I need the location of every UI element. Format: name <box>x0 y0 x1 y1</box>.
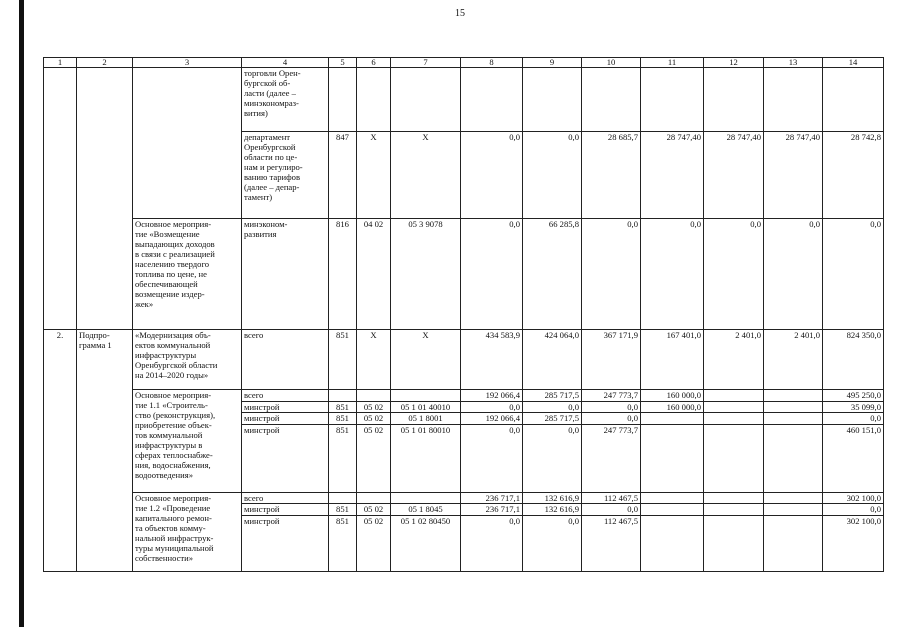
measure-cell: Основное мероприя- тие 1.2 «Проведение капитального ремон- та объектов комму- нальной инфраструк- туры муниципальной собственности» <box>133 492 242 571</box>
value-cell <box>641 68 704 132</box>
header-cell: 10 <box>582 58 641 68</box>
value-cell: 160 000,0 <box>641 390 704 402</box>
value-cell: 28 685,7 <box>582 132 641 219</box>
value-cell: 192 066,4 <box>461 413 523 425</box>
value-cell <box>704 515 764 571</box>
value-cell <box>641 413 704 425</box>
value-cell <box>704 68 764 132</box>
grbs-cell <box>329 492 357 504</box>
value-cell <box>704 413 764 425</box>
value-cell: 247 773,7 <box>582 424 641 492</box>
scan-edge-bar <box>19 0 24 627</box>
csr-cell: Х <box>391 330 461 390</box>
value-cell <box>641 504 704 516</box>
measure-cell: Основное мероприя- тие «Возмещение выпадающих доходов в связи с реализацией населению твердого топлива по цене, не обеспечивающей возмещение издер- жек» <box>133 219 242 330</box>
csr-cell: 05 3 9078 <box>391 219 461 330</box>
value-cell: 192 066,4 <box>461 390 523 402</box>
value-cell: 2 401,0 <box>764 330 823 390</box>
value-cell: 0,0 <box>461 132 523 219</box>
num-cell <box>44 68 77 330</box>
value-cell: 824 350,0 <box>823 330 884 390</box>
executor-cell: минстрой <box>242 401 329 413</box>
value-cell <box>704 492 764 504</box>
value-cell: 0,0 <box>523 132 582 219</box>
executor-cell: минстрой <box>242 424 329 492</box>
csr-cell: 05 1 01 80010 <box>391 424 461 492</box>
header-cell: 13 <box>764 58 823 68</box>
rzpr-cell: 05 02 <box>357 413 391 425</box>
value-cell: 0,0 <box>461 401 523 413</box>
csr-cell <box>391 68 461 132</box>
value-cell <box>641 492 704 504</box>
program-cell: Подпро- грамма 1 <box>77 330 133 572</box>
executor-cell: всего <box>242 492 329 504</box>
value-cell: 132 616,9 <box>523 504 582 516</box>
value-cell: 0,0 <box>823 504 884 516</box>
value-cell: 66 285,8 <box>523 219 582 330</box>
rzpr-cell: 05 02 <box>357 424 391 492</box>
executor-cell: минэконом- развития <box>242 219 329 330</box>
value-cell: 28 747,40 <box>764 132 823 219</box>
value-cell: 236 717,1 <box>461 492 523 504</box>
grbs-cell: 851 <box>329 424 357 492</box>
value-cell <box>523 68 582 132</box>
grbs-cell: 816 <box>329 219 357 330</box>
header-cell: 2 <box>77 58 133 68</box>
value-cell <box>764 390 823 402</box>
header-cell: 7 <box>391 58 461 68</box>
value-cell: 112 467,5 <box>582 492 641 504</box>
rzpr-cell: 05 02 <box>357 515 391 571</box>
grbs-cell <box>329 68 357 132</box>
csr-cell: 05 1 8001 <box>391 413 461 425</box>
value-cell <box>582 68 641 132</box>
value-cell: 167 401,0 <box>641 330 704 390</box>
value-cell: 35 099,0 <box>823 401 884 413</box>
header-cell: 12 <box>704 58 764 68</box>
header-row <box>44 58 884 68</box>
value-cell: 0,0 <box>823 219 884 330</box>
header-cell: 1 <box>44 58 77 68</box>
grbs-cell: 851 <box>329 401 357 413</box>
rzpr-cell: 05 02 <box>357 504 391 516</box>
value-cell: 2 401,0 <box>704 330 764 390</box>
value-cell: 0,0 <box>461 424 523 492</box>
rzpr-cell <box>357 390 391 402</box>
executor-cell: минстрой <box>242 515 329 571</box>
grbs-cell <box>329 390 357 402</box>
rzpr-cell: 04 02 <box>357 219 391 330</box>
header-cell: 11 <box>641 58 704 68</box>
value-cell: 0,0 <box>641 219 704 330</box>
value-cell <box>764 515 823 571</box>
value-cell: 0,0 <box>582 219 641 330</box>
value-cell <box>704 424 764 492</box>
rzpr-cell <box>357 68 391 132</box>
executor-cell: всего <box>242 330 329 390</box>
table-row <box>44 390 884 402</box>
value-cell <box>704 401 764 413</box>
value-cell: 460 151,0 <box>823 424 884 492</box>
value-cell <box>764 492 823 504</box>
value-cell: 0,0 <box>523 515 582 571</box>
value-cell: 28 742,8 <box>823 132 884 219</box>
value-cell: 112 467,5 <box>582 515 641 571</box>
table-row <box>44 219 884 330</box>
executor-cell: всего <box>242 390 329 402</box>
value-cell: 0,0 <box>704 219 764 330</box>
value-cell: 160 000,0 <box>641 401 704 413</box>
grbs-cell: 851 <box>329 515 357 571</box>
value-cell <box>764 424 823 492</box>
grbs-cell: 851 <box>329 504 357 516</box>
value-cell: 424 064,0 <box>523 330 582 390</box>
executor-cell: минстрой <box>242 504 329 516</box>
value-cell <box>641 515 704 571</box>
value-cell <box>704 504 764 516</box>
value-cell: 0,0 <box>461 219 523 330</box>
measure-cell: Основное мероприя- тие 1.1 «Строитель- ство (реконструкция), приобретение объек- тов коммунальной инфраструктуры в сферах теплоснабже- ния, водоснабжения, водоотведения» <box>133 390 242 493</box>
measure-cell: «Модернизация объ- ектов коммунальной инфраструктуры Оренбургской области на 2014–2020 годы» <box>133 330 242 390</box>
header-cell: 9 <box>523 58 582 68</box>
executor-cell: минстрой <box>242 413 329 425</box>
header-cell: 14 <box>823 58 884 68</box>
value-cell <box>823 68 884 132</box>
value-cell: 0,0 <box>523 401 582 413</box>
budget-table <box>43 57 884 572</box>
executor-cell: департамент Оренбургской области по це- нам и регулиро- ванию тарифов (далее – депар- тамент) <box>242 132 329 219</box>
header-cell: 8 <box>461 58 523 68</box>
executor-cell: торговли Орен- бургской об- ласти (далее – минэкономраз- вития) <box>242 68 329 132</box>
value-cell <box>461 68 523 132</box>
value-cell: 28 747,40 <box>704 132 764 219</box>
value-cell: 367 171,9 <box>582 330 641 390</box>
value-cell <box>704 390 764 402</box>
value-cell: 0,0 <box>823 413 884 425</box>
rzpr-cell: 05 02 <box>357 401 391 413</box>
program-cell <box>77 68 133 330</box>
value-cell: 434 583,9 <box>461 330 523 390</box>
csr-cell: 05 1 01 40010 <box>391 401 461 413</box>
header-cell: 3 <box>133 58 242 68</box>
grbs-cell: 851 <box>329 330 357 390</box>
page-number: 15 <box>455 8 465 19</box>
value-cell: 0,0 <box>582 413 641 425</box>
csr-cell <box>391 492 461 504</box>
csr-cell: 05 1 02 80450 <box>391 515 461 571</box>
value-cell <box>641 424 704 492</box>
header-cell: 4 <box>242 58 329 68</box>
csr-cell: Х <box>391 132 461 219</box>
value-cell: 495 250,0 <box>823 390 884 402</box>
measure-cell <box>133 68 242 219</box>
value-cell: 247 773,7 <box>582 390 641 402</box>
csr-cell: 05 1 8045 <box>391 504 461 516</box>
value-cell <box>764 504 823 516</box>
table-row <box>44 68 884 132</box>
value-cell: 302 100,0 <box>823 492 884 504</box>
header-cell: 6 <box>357 58 391 68</box>
value-cell: 0,0 <box>582 504 641 516</box>
rzpr-cell: Х <box>357 132 391 219</box>
value-cell: 0,0 <box>461 515 523 571</box>
value-cell: 285 717,5 <box>523 390 582 402</box>
value-cell: 236 717,1 <box>461 504 523 516</box>
value-cell: 132 616,9 <box>523 492 582 504</box>
value-cell: 0,0 <box>764 219 823 330</box>
value-cell: 0,0 <box>582 401 641 413</box>
table-row <box>44 492 884 504</box>
value-cell: 28 747,40 <box>641 132 704 219</box>
grbs-cell: 851 <box>329 413 357 425</box>
rzpr-cell: Х <box>357 330 391 390</box>
csr-cell <box>391 390 461 402</box>
value-cell: 0,0 <box>523 424 582 492</box>
header-cell: 5 <box>329 58 357 68</box>
value-cell <box>764 401 823 413</box>
value-cell: 285 717,5 <box>523 413 582 425</box>
value-cell <box>764 413 823 425</box>
value-cell <box>764 68 823 132</box>
table-row <box>44 330 884 390</box>
grbs-cell: 847 <box>329 132 357 219</box>
num-cell: 2. <box>44 330 77 572</box>
value-cell: 302 100,0 <box>823 515 884 571</box>
rzpr-cell <box>357 492 391 504</box>
